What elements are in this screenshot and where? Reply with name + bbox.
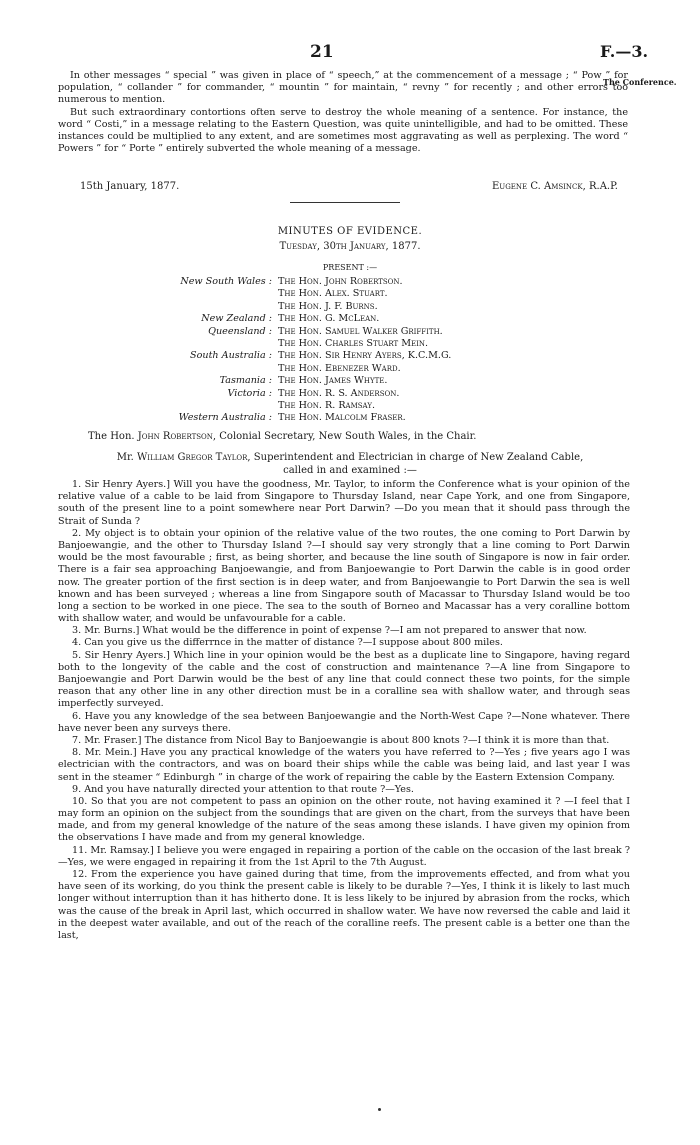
present-row	[130, 276, 451, 288]
present-row	[130, 350, 451, 362]
signature-date: 15th January, 1877.	[80, 181, 180, 192]
question-answer: 2. My object is to obtain your opinion of the relative value of the two routes, the one coming to Port Darwin by Banjoewangie, and the other to Thursday Island ?—I should say very strongly that a line coming to Port Darwin would be the most favourable ; first, as being shorter, and because the line south of Singapore is now in fair order. There is a fair sea approaching Banjoewangie, and from Banjoewangie to Port Darwin the cable is in good order now. The greater portion of the first section is in deep water, and from Banjoewangie to Port Darwin the sea is well known and has been surveyed ; whereas a line from Singapore south of Macassar to Thursday Island would be too long a section to be worked in one piece. The sea to the south of Borneo and Macassar has a very coralline bottom with shallow water, and would be unfavourable for a cable.	[58, 527, 630, 625]
state-label	[130, 363, 278, 375]
chair-rest: , Colonial Secretary, New South Wales, in the Chair.	[212, 431, 477, 442]
state-label: South Australia :	[190, 350, 272, 362]
section-divider	[290, 202, 400, 203]
document-code: F.—3.	[600, 42, 649, 61]
question-answer: 9. And you have naturally directed your attention to that route ?—Yes.	[72, 783, 414, 795]
evidence-text	[58, 479, 630, 942]
question-answer: 5. Sir Henry Ayers.] Which line in your opinion would be the best as a duplicate line to Singapore, having regard both to the longevity of the cable and the cost of construction and maintenance ?—A line from Singapore to Banjoewangie and Port Darwin would be the best of any line that could connect these two points, for the simple reason that any other line in any other direction must be in a coralline sea with shallow water, and through seas imperfectly surveyed.	[58, 649, 630, 710]
state-label	[130, 338, 278, 350]
witness-line-1	[0, 451, 700, 464]
member-name: The Hon. G. McLean.	[278, 313, 380, 325]
state-label	[130, 288, 278, 300]
member-name: The Hon. Sir Henry Ayers, K.C.M.G.	[278, 350, 452, 362]
chair-line	[88, 431, 476, 442]
present-row	[130, 338, 451, 350]
state-label	[130, 301, 278, 313]
chair-name: John Robertson	[137, 431, 213, 442]
question-answer: 7. Mr. Fraser.] The distance from Nicol Bay to Banjoewangie is about 800 knots ?—I think it is more than that.	[72, 734, 610, 746]
member-name: The Hon. Alex. Stuart.	[278, 288, 388, 300]
present-row	[130, 301, 451, 313]
state-label: Victoria :	[227, 387, 272, 399]
margin-note: The Conference.	[603, 77, 677, 87]
member-name: The Hon. James Whyte.	[278, 375, 388, 387]
witness-line-2: called in and examined :—	[283, 465, 417, 476]
witness-prefix: Mr.	[116, 452, 134, 463]
state-label: New Zealand :	[201, 313, 272, 325]
page-number: 21	[310, 42, 334, 62]
member-name: The Hon. J. F. Burns.	[278, 300, 378, 312]
present-row	[130, 412, 451, 424]
present-label: PRESENT :—	[322, 263, 378, 272]
present-row	[130, 313, 451, 325]
intro-text	[58, 70, 628, 155]
witness-name: William Gregor Taylor	[137, 452, 248, 463]
question-answer: 8. Mr. Mein.] Have you any practical knowledge of the waters you have referred to ?—Yes ; five years ago I was electrician with the contractors, and was on board their ships while the cable was being laid, and last year I was sent in the steamer “ Edinburgh ” in charge of the work of repairing the cable by the Eastern Extension Company.	[58, 747, 630, 783]
present-row	[130, 400, 451, 412]
minutes-title: MINUTES OF EVIDENCE.	[277, 226, 423, 237]
member-name: The Hon. Ebenezer Ward.	[278, 362, 401, 374]
member-name: The Hon. Malcolm Fraser.	[278, 412, 406, 424]
intro-paragraph: But such extraordinary contortions often serve to destroy the whole meaning of a sentence. For instance, the word “ Costi,” in a message relating to the Eastern Question, was quite unintelligible, and had to be omitted. These instances could be multiplied to any extent, and are sometimes most aggravating as well as perplexing. The word “ Powers ” for “ Porte ” entirely subverted the whole meaning of a message.	[58, 106, 628, 155]
question-answer: 12. From the experience you have gained during that time, from the improvements effected, and from what you have seen of its working, do you think the present cable is likely to be durable ?—Yes, I think it is likely to last much longer without interruption than it has hitherto done. It is less likely to be injured by abrasion from the rocks, which was the cause of the break in April last, which occurred in shallow water. We have now reversed the cable and laid it in the deepest water available, and out of the reach of the coralline reefs. The present cable is a better one than the last,	[58, 869, 630, 941]
member-name: The Hon. John Robertson.	[278, 276, 403, 287]
present-row	[130, 375, 451, 387]
present-row	[130, 388, 451, 400]
page-mark	[378, 1108, 381, 1111]
state-label: Queensland :	[208, 325, 272, 337]
minutes-date: Tuesday, 30th January, 1877.	[279, 241, 421, 252]
question-answer: 10. So that you are not competent to pass an opinion on the other route, not having examined it ? —I feel that I may form an opinion on the subject from the soundings that are given on the chart, from the surveys that have been made, and from my general knowledge of the nature of the seas among these islands. I have given my opinion from the observations I have made and from my general knowledge.	[58, 795, 630, 844]
member-name: The Hon. R. Ramsay.	[278, 400, 375, 412]
state-label	[130, 400, 278, 412]
present-row	[130, 288, 451, 300]
question-answer: 6. Have you any knowledge of the sea between Banjoewangie and the North-West Cape ?—None whatever. There have never been any surveys there.	[58, 710, 630, 734]
signature-name: Eugene C. Amsinck, R.A.P.	[492, 181, 618, 192]
question-answer: 1. Sir Henry Ayers.] Will you have the goodness, Mr. Taylor, to inform the Conference what is your opinion of the relative value of a cable to be laid from Singapore to Thursday Island, near Cape York, and one from Singapore, south of the present line to a point somewhere near Port Darwin? —Do you mean that it should pass through the Strait of Sunda ?	[58, 479, 630, 527]
state-label: New South Wales :	[180, 276, 272, 287]
witness-heading	[0, 451, 700, 477]
chair-prefix: The Hon.	[88, 431, 135, 442]
member-name: The Hon. Samuel Walker Griffith.	[278, 325, 443, 337]
present-row	[130, 326, 451, 338]
member-name: The Hon. R. S. Anderson.	[278, 387, 400, 399]
question-answer: 11. Mr. Ramsay.] I believe you were engaged in repairing a portion of the cable on the occasion of the last break ?—Yes, we were engaged in repairing it from the 1st April to the 7th August.	[58, 844, 630, 868]
state-label: Western Australia :	[178, 412, 272, 424]
intro-paragraph: In other messages “ special ” was given in place of “ speech,” at the commencement of a message ; “ Pow ” for population, “ collander ” for commander, “ mountin ” for maintain, “ revny ” for recently ; and other errors too numerous to mention.	[58, 70, 628, 106]
present-list	[130, 276, 451, 425]
question-answer: 3. Mr. Burns.] What would be the difference in point of expense ?—I am not prepared to answer that now.	[72, 625, 587, 637]
member-name: The Hon. Charles Stuart Mein.	[278, 338, 429, 350]
state-label: Tasmania :	[219, 375, 272, 387]
witness-title: , Superintendent and Electrician in charge of New Zealand Cable,	[247, 452, 584, 463]
question-answer: 4. Can you give us the differrnce in the matter of distance ?—I suppose about 800 miles.	[72, 637, 503, 649]
present-row	[130, 363, 451, 375]
